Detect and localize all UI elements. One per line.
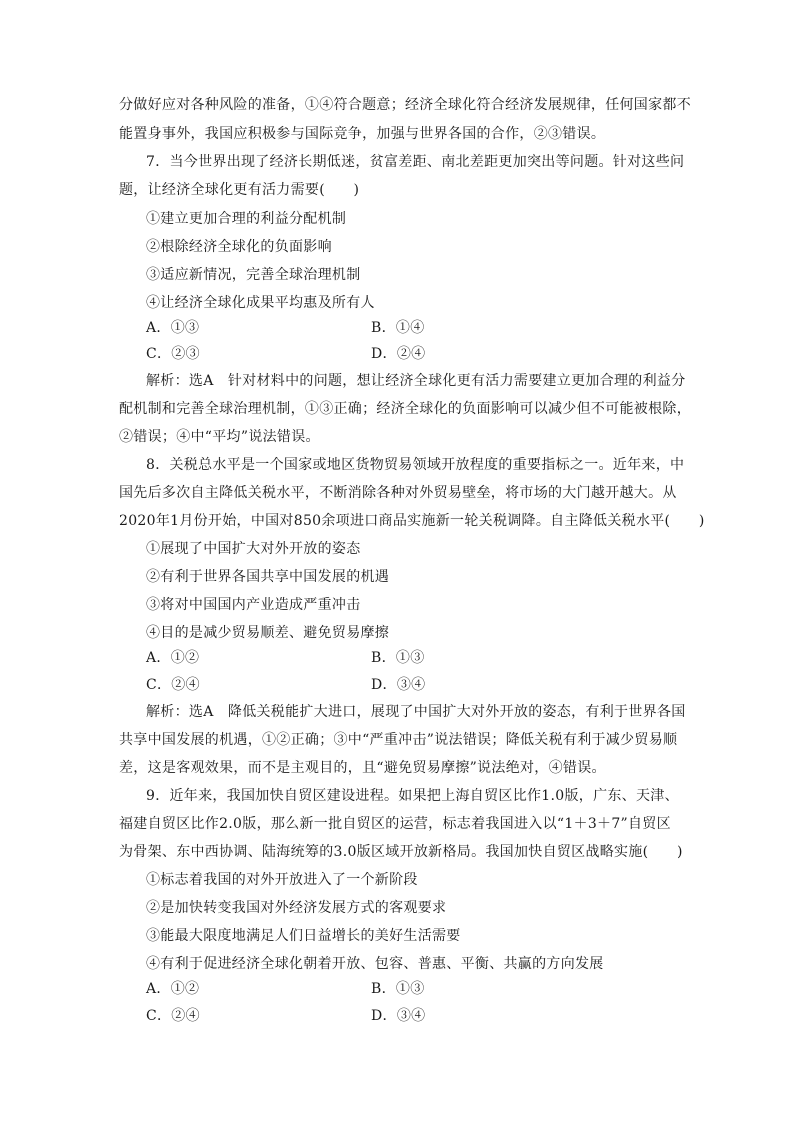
analysis-text: 配机制和完善全球治理机制，①③正确；经济全球化的负面影响可以减少但不可能被根除，	[119, 401, 691, 417]
analysis-text: 解析：选A 降低关税能扩大进口，展现了中国扩大对外开放的姿态，有利于世界各国	[146, 704, 686, 720]
answer-option-c: C．②③	[146, 346, 200, 362]
answer-option-c: C．②④	[146, 1008, 200, 1024]
answer-option-b: B．①③	[371, 981, 425, 997]
question-8-stem: 国先后多次自主降低关税水平，不断消除各种对外贸易壁垒，将市场的大门越开越大。从	[119, 485, 677, 501]
answer-option-d: D．②④	[371, 346, 426, 362]
analysis-text: ②错误；④中“平均”说法错误。	[119, 429, 320, 445]
statement-item: ③将对中国国内产业造成严重冲击	[146, 597, 361, 613]
answer-option-b: B．①④	[371, 320, 425, 336]
analysis-text: 差，这是客观效果，而不是主观目的，且“避免贸易摩擦”说法绝对，④错误。	[119, 760, 606, 776]
answer-option-c: C．②④	[146, 677, 200, 693]
paragraph-line: 能置身事外，我国应积极参与国际竞争，加强与世界各国的合作，②③错误。	[119, 126, 606, 142]
analysis-text: 共享中国发展的机遇，①②正确；③中“严重冲击”说法错误；降低关税有利于减少贸易顺	[119, 732, 678, 748]
statement-item: ④目的是减少贸易顺差、避免贸易摩擦	[146, 625, 390, 641]
answer-option-d: D．③④	[371, 1008, 426, 1024]
question-9-stem: 福建自贸区比作2.0版，那么新一批自贸区的运营，标志着我国进入以“1＋3＋7”自贸区	[119, 816, 671, 832]
question-7-stem: 7．当今世界出现了经济长期低迷，贫富差距、南北差距更加突出等问题。针对这些问	[146, 154, 685, 170]
analysis-text: 解析：选A 针对材料中的问题，想让经济全球化更有活力需要建立更加合理的利益分	[146, 373, 686, 389]
answer-option-b: B．①③	[371, 650, 425, 666]
question-9-stem: 9．近年来，我国加快自贸区建设进程。如果把上海自贸区比作1.0版，广东、天津、	[146, 788, 679, 804]
question-8-stem: 2020年1月份开始，中国对850余项进口商品实施新一轮关税调降。自主降低关税水平( )	[119, 513, 705, 529]
question-9-stem: 为骨架、东中西协调、陆海统筹的3.0版区域开放新格局。我国加快自贸区战略实施( )	[119, 844, 683, 860]
answer-option-a: A．①②	[146, 650, 200, 666]
question-8-stem: 8．关税总水平是一个国家或地区货物贸易领域开放程度的重要指标之一。近年来，中	[146, 457, 685, 473]
question-7-stem: 题，让经济全球化更有活力需要( )	[119, 182, 360, 198]
answer-option-a: A．①②	[146, 981, 200, 997]
statement-item: ②有利于世界各国共享中国发展的机遇	[146, 569, 390, 585]
statement-item: ①展现了中国扩大对外开放的姿态	[146, 541, 361, 557]
answer-option-d: D．③④	[371, 677, 426, 693]
statement-item: ②是加快转变我国对外经济发展方式的客观要求	[146, 900, 447, 916]
statement-item: ③能最大限度地满足人们日益增长的美好生活需要	[146, 928, 461, 944]
statement-item: ④有利于促进经济全球化朝着开放、包容、普惠、平衡、共赢的方向发展	[146, 956, 604, 972]
statement-item: ④让经济全球化成果平均惠及所有人	[146, 295, 375, 311]
paragraph-line: 分做好应对各种风险的准备，①④符合题意；经济全球化符合经济发展规律，任何国家都不	[119, 97, 691, 113]
statement-item: ③适应新情况，完善全球治理机制	[146, 267, 361, 283]
answer-option-a: A．①③	[146, 320, 200, 336]
statement-item: ①标志着我国的对外开放进入了一个新阶段	[146, 872, 418, 888]
statement-item: ①建立更加合理的利益分配机制	[146, 211, 347, 227]
statement-item: ②根除经济全球化的负面影响	[146, 239, 332, 255]
